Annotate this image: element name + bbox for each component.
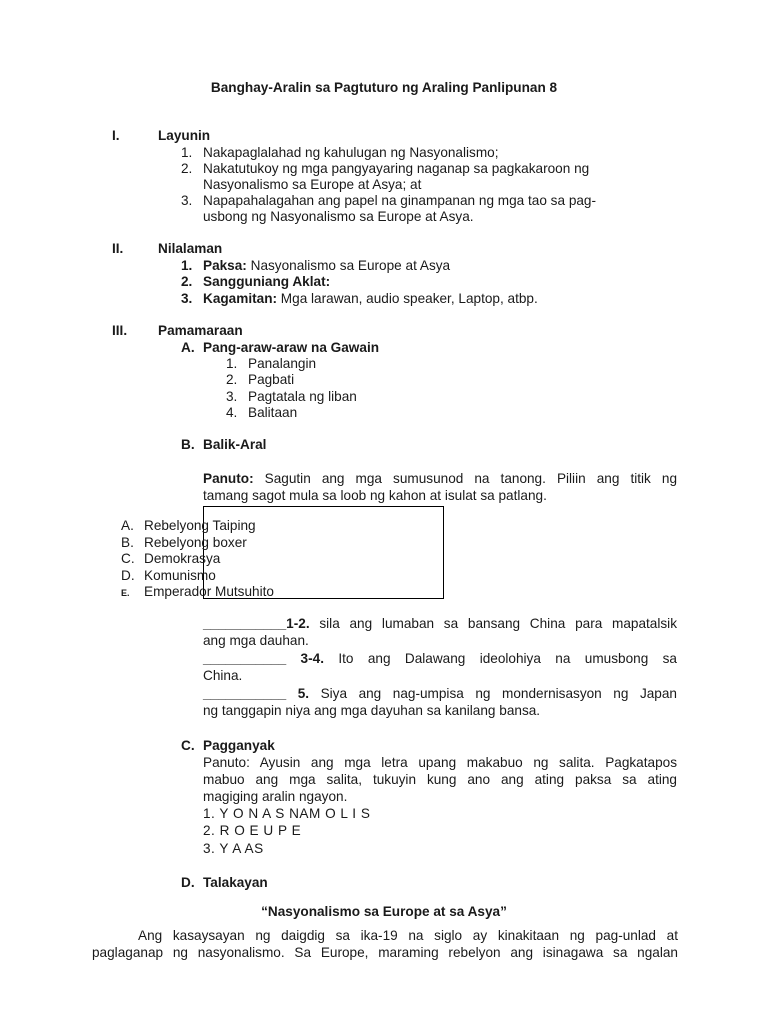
choice-d-text: Komunismo	[144, 568, 216, 583]
discussion-para-line-1	[92, 928, 678, 944]
question-3-num: 5.	[286, 686, 310, 701]
choice-b-text: Rebelyong boxer	[144, 535, 247, 550]
question-2-num: 3-4.	[286, 651, 324, 666]
sub-d-letter: D.	[181, 875, 195, 890]
content-3-num: 3.	[181, 291, 193, 306]
question-2-blank: ___________	[203, 651, 287, 666]
discussion-para-text-1: Ang kasaysayan ng daigdig sa ika-19 na siglo ay kinakitaan ng pag-unlad at	[138, 928, 678, 943]
discussion-title: “Nasyonalismo sa Europe at sa Asya”	[261, 904, 507, 919]
question-2-text: Ito ang Dalawang ideolohiya na umusbong sa	[323, 651, 677, 666]
review-instruction-label: Panuto:	[203, 471, 254, 486]
question-3-text: Siya ang nag-umpisa ng mondernisasyon ng Japan	[309, 686, 677, 701]
objective-3-num: 3.	[181, 193, 193, 208]
question-3-line-2: ng tanggapin niya ang mga dayuhan sa kanilang bansa.	[203, 703, 541, 718]
scrambled-word-1: 1. Y O N A S NAM O L I S	[203, 806, 371, 821]
sub-c-letter: C.	[181, 738, 195, 753]
objective-3-line-2: usbong ng Nasyonalismo sa Europe at Asya.	[203, 209, 474, 224]
sub-d-heading: Talakayan	[203, 875, 268, 890]
content-1-value: Nasyonalismo sa Europe at Asya	[246, 258, 451, 273]
question-1-line-1	[203, 616, 677, 632]
choice-c-text: Demokrasya	[144, 551, 221, 566]
sub-b-letter: B.	[181, 437, 195, 452]
choice-a-text: Rebelyong Taiping	[144, 518, 256, 533]
choice-b-letter: B.	[121, 535, 134, 550]
content-1-num: 1.	[181, 258, 193, 273]
section-2-numeral: II.	[112, 241, 124, 256]
content-1-text	[203, 258, 450, 274]
document-title: Banghay-Aralin sa Pagtuturo ng Araling Panlipunan 8	[210, 80, 558, 95]
section-3-heading: Pamamaraan	[158, 323, 243, 338]
routine-4-text: Balitaan	[248, 405, 298, 420]
section-3-numeral: III.	[112, 323, 128, 338]
motivation-line-2: mabuo ang mga salita, tukuyin kung ano ang ating paksa sa ating	[203, 772, 677, 787]
routine-2-num: 2.	[226, 372, 238, 387]
routine-4-num: 4.	[226, 405, 238, 420]
review-instruction-line-1	[203, 471, 677, 487]
objective-1-num: 1.	[181, 145, 193, 160]
routine-1-text: Panalangin	[248, 356, 317, 371]
question-1-num: 1-2.	[286, 616, 310, 631]
question-3-line-1	[203, 686, 677, 702]
question-2-line-1	[203, 651, 677, 667]
routine-1-num: 1.	[226, 356, 238, 371]
objective-1-text: Nakapaglalahad ng kahulugan ng Nasyonalismo;	[203, 145, 499, 160]
content-1-label: Paksa:	[203, 258, 247, 273]
choice-d-letter: D.	[121, 568, 135, 583]
objective-3-line-1: Napapahalagahan ang papel na ginampanan ng mga tao sa pag-	[203, 193, 597, 208]
sub-a-heading: Pang-araw-araw na Gawain	[203, 340, 380, 355]
review-instruction-text: Sagutin ang mga sumusunod na tanong. Piliin ang titik ng	[264, 471, 678, 486]
discussion-para-line-2: paglaganap ng nasyonalismo. Sa Europe, maraming rebelyon ang isinagawa sa ngalan	[92, 945, 678, 960]
routine-3-num: 3.	[226, 389, 238, 404]
question-1-blank: ___________	[203, 616, 287, 631]
content-3-value: Mga larawan, audio speaker, Laptop, atbp.	[277, 291, 538, 306]
objective-2-line-1: Nakatutukoy ng mga pangyayaring naganap sa pagkakaroon ng	[203, 161, 590, 176]
content-3-label: Kagamitan:	[203, 291, 278, 306]
section-2-heading: Nilalaman	[158, 241, 223, 256]
objective-2-num: 2.	[181, 161, 193, 176]
question-1-line-2: ang mga dauhan.	[203, 633, 309, 648]
motivation-line-1: Panuto: Ayusin ang mga letra upang makabuo ng salita. Pagkatapos	[203, 755, 677, 770]
question-3-blank: ___________	[203, 686, 287, 701]
content-2-label: Sangguniang Aklat:	[203, 274, 331, 289]
scrambled-word-3: 3. Y A AS	[203, 841, 264, 856]
question-2-line-2: China.	[203, 668, 243, 683]
routine-2-text: Pagbati	[248, 372, 295, 387]
objective-2-line-2: Nasyonalismo sa Europe at Asya; at	[203, 177, 422, 192]
choice-e-letter: E.	[121, 588, 130, 598]
section-1-numeral: I.	[112, 128, 120, 143]
section-1-heading: Layunin	[158, 128, 211, 143]
motivation-line-3: magiging aralin ngayon.	[203, 789, 348, 804]
content-3-text	[203, 291, 538, 307]
routine-3-text: Pagtatala ng liban	[248, 389, 357, 404]
content-2-num: 2.	[181, 274, 193, 289]
review-instruction-line-2: tamang sagot mula sa loob ng kahon at isulat sa patlang.	[203, 488, 547, 503]
sub-a-letter: A.	[181, 340, 195, 355]
choice-a-letter: A.	[121, 518, 134, 533]
sub-b-heading: Balik-Aral	[203, 437, 267, 452]
choice-c-letter: C.	[121, 551, 135, 566]
choice-e-text: Emperador Mutsuhito	[144, 584, 274, 599]
scrambled-word-2: 2. R O E U P E	[203, 823, 302, 838]
sub-c-heading: Pagganyak	[203, 738, 275, 753]
content-2-text	[203, 274, 330, 290]
question-1-text: sila ang lumaban sa bansang China para mapatalsik	[309, 616, 677, 631]
